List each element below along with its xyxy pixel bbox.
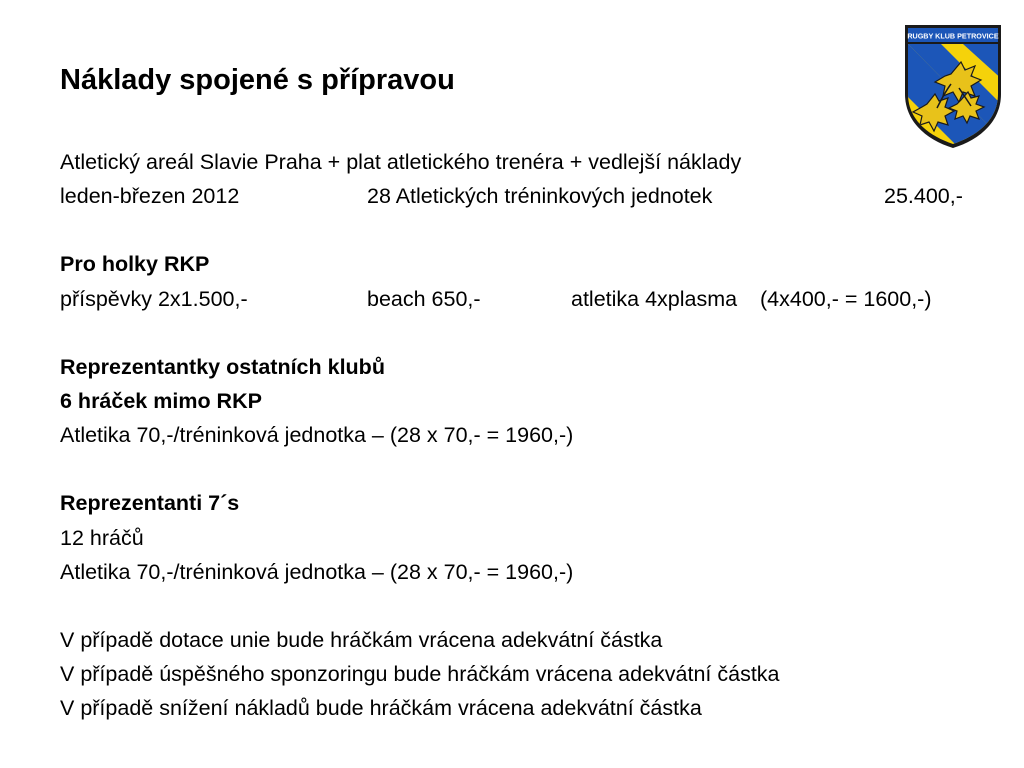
rugby-klub-petrovice-logo bbox=[901, 22, 1005, 150]
section1-row bbox=[60, 182, 990, 210]
beach-cost: beach 650,- bbox=[367, 287, 481, 311]
section3-detail: Atletika 70,-/tréninková jednotka – (28 x 70,- = 1960,-) bbox=[60, 423, 574, 447]
section2-heading: Pro holky RKP bbox=[60, 252, 210, 276]
athletics-cost: atletika 4xplasma bbox=[571, 287, 738, 311]
note-item: V případě snížení nákladů bude hráčkám vrácena adekvátní částka bbox=[60, 696, 702, 720]
section4-count: 12 hráčů bbox=[60, 526, 144, 550]
note-item: V případě dotace unie bude hráčkám vrácena adekvátní částka bbox=[60, 628, 663, 652]
section3-subheading: 6 hráček mimo RKP bbox=[60, 389, 262, 413]
club-crest-icon bbox=[901, 22, 1005, 150]
note-item: V případě úspěšného sponzoringu bude hráčkám vrácena adekvátní částka bbox=[60, 662, 780, 686]
period: leden-březen 2012 bbox=[60, 184, 240, 208]
slide-title: Náklady spojené s přípravou bbox=[60, 64, 455, 96]
section4-heading: Reprezentanti 7´s bbox=[60, 491, 240, 515]
contributions: příspěvky 2x1.500,- bbox=[60, 287, 248, 311]
section4-detail: Atletika 70,-/tréninková jednotka – (28 x 70,- = 1960,-) bbox=[60, 560, 574, 584]
training-units: 28 Atletických tréninkových jednotek bbox=[367, 184, 713, 208]
section2-row bbox=[60, 285, 990, 313]
athletics-calc: (4x400,- = 1600,-) bbox=[760, 287, 932, 311]
logo-text: RUGBY KLUB PETROVICE bbox=[907, 31, 999, 41]
section3-heading: Reprezentantky ostatních klubů bbox=[60, 355, 385, 379]
section1-heading: Atletický areál Slavie Praha + plat atletického trenéra + vedlejší náklady bbox=[60, 150, 742, 174]
amount: 25.400,- bbox=[884, 184, 963, 208]
